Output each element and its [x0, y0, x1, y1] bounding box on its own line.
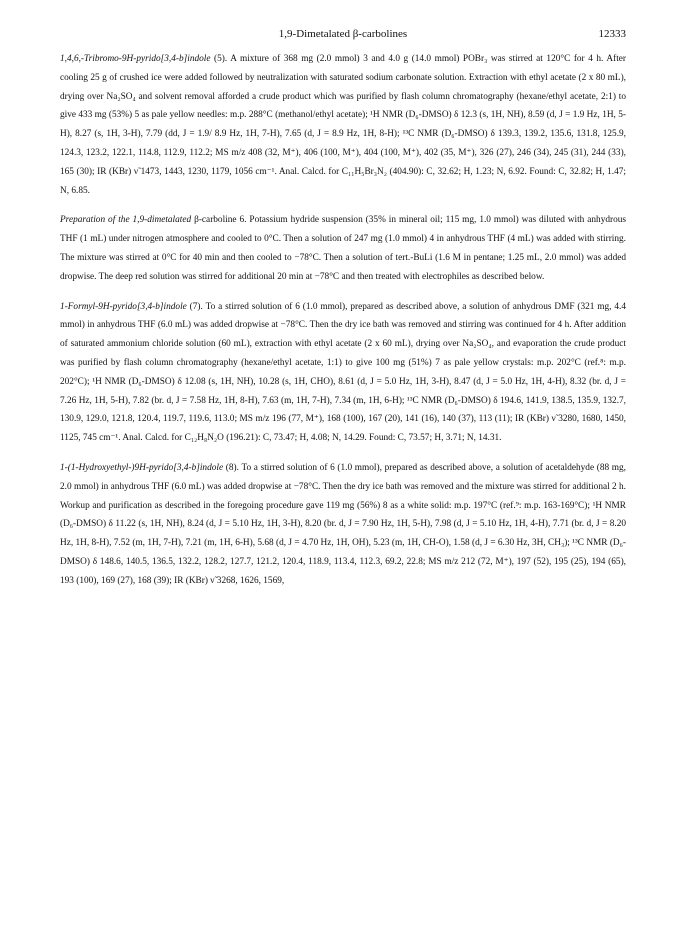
document-page [60, 28, 626, 602]
compound-label: β-carboline 6. [194, 215, 247, 226]
paragraph-heading: 1-(1-Hydroxyethyl-)9H-pyrido[3,4-b]indole [60, 462, 224, 473]
compound-label: (8). [225, 462, 239, 473]
paragraph-heading: Preparation of the 1,9-dimetalated [60, 215, 192, 226]
paragraph-text: Potassium hydride suspension (35% in mineral oil; 115 mg, 1.0 mmol) was diluted with anhydrous THF (1 mL) under nitrogen atmosphere and cooled to 0°C. Then a solution of 247 mg (1.0 mmol) 4 in anhydrous THF (4 mL) was added with stirring. The mixture was stirred at 0°C for 40 min and then cooled to −78°C. Then a solution of tert.-BuLi (1.6 M in pentane; 1.25 mL, 2.0 mmol) was added dropwise. The deep red solution was stirred for additional 20 min at −78°C and then treated with electrophiles as described below. [60, 215, 627, 282]
running-header [60, 28, 626, 50]
compound-label: (7). [189, 301, 203, 312]
paragraph-compound-7 [60, 298, 626, 448]
paragraph-compound-8 [60, 459, 626, 591]
paragraph-text: To a stirred solution of 6 (1.0 mmol), prepared as described above, a solution of anhydrous DMF (321 mg, 4.4 mmol) in anhydrous THF (6.0 mL) was added dropwise at −78°C. Then the dry ice bath was removed and stirring was continued for 4 h. After addition of saturated ammonium chloride solution (60 mL), extraction with ethyl acetate (2 x 60 mL), drying over Na₂SO₄, and evaporation the crude product was purified by flash column chromatography (hexane/ethyl acetate, 1:1) to give 100 mg (51%) 7 as pale yellow crystals: m.p. 202°C (ref.⁸: m.p. 202°C); ¹H NMR (D₆-DMSO) δ 12.08 (s, 1H, NH), 10.28 (s, 1H, CHO), 8.61 (d, J = 5.0 Hz, 1H, 3-H), 8.47 (d, J = 5.0 Hz, 1H, 4-H), 8.32 (br. d, J = 7.26 Hz, 1H, 5-H), 7.82 (br. d, J = 7.58 Hz, 1H, 8-H), 7.63 (m, 1H, 7-H), 7.34 (m, 1H, 6-H); ¹³C NMR (D₆-DMSO) δ 194.6, 141.9, 138.5, 135.9, 132.7, 130.9, 129.0, 121.8, 120.4, 119.7, 119.6, 113.0; MS m/z 196 (77, M⁺), 168 (100), 167 (20), 141 (16), 140 (37), 113 (11); IR (KBr) ν̃ 3280, 1680, 1450, 1125, 745 cm⁻¹. Anal. Calcd. for C₁₂H₈N₂O (196.21): C, 73.47; H, 4.08; N, 14.29. Found: C, 73.57; H, 3.71; N, 14.31. [60, 301, 627, 444]
paragraph-text: To a stirred solution of 6 (1.0 mmol), prepared as described above, a solution of acetaldehyde (88 mg, 2.0 mmol) in anhydrous THF (6.0 mL) was added dropwise at −78°C. Then the dry ice bath was removed and the mixture was stirred for additional 2 h. Workup and purification as described in the foregoing procedure gave 119 mg (56%) 8 as a white solid: m.p. 197°C (ref.⁹: m.p. 163-169°C); ¹H NMR (D₆-DMSO) δ 11.22 (s, 1H, NH), 8.24 (d, J = 5.10 Hz, 1H, 3-H), 8.20 (br. d, J = 7.90 Hz, 1H, 5-H), 7.98 (d, J = 5.10 Hz, 1H, 4-H), 7.71 (br. d, J = 8.20 Hz, 1H, 8-H), 7.52 (m, 1H, 7-H), 7.21 (m, 1H, 6-H), 5.68 (d, J = 4.70 Hz, 1H, OH), 5.23 (m, 1H, CH-O), 1.58 (d, J = 6.30 Hz, 3H, CH₃); ¹³C NMR (D₆-DMSO) δ 148.6, 140.5, 136.5, 132.2, 128.2, 127.7, 121.2, 120.4, 118.9, 113.4, 112.3, 69.2, 22.8; MS m/z 212 (72, M⁺), 197 (52), 195 (25), 194 (65), 193 (100), 169 (27), 168 (39); IR (KBr) ν̃ 3268, 1626, 1569, [60, 462, 627, 586]
paragraph-compound-5 [60, 50, 626, 200]
paragraph-text: A mixture of 368 mg (2.0 mmol) 3 and 4.0 g (14.0 mmol) POBr₃ was stirred at 120°C for 4 h. After cooling 25 g of crushed ice were added followed by neutralization with saturated sodium carbonate solution. Extraction with ethyl acetate (2 x 80 mL), drying over Na₂SO₄ and solvent removal afforded a crude product which was purified by flash column chromatography (hexane/ethyl acetate, 2:1) to give 433 mg (53%) 5 as pale yellow needles: m.p. 288°C (methanol/ethyl acetate); ¹H NMR (D₆-DMSO) δ 12.3 (s, 1H, NH), 8.59 (d, J = 1.9 Hz, 1H, 5-H), 8.27 (s, 1H, 3-H), 7.79 (dd, J = 1.9/ 8.9 Hz, 1H, 7-H), 7.65 (d, J = 8.9 Hz, 1H, 8-H); ¹³C NMR (D₆-DMSO) δ 139.3, 139.2, 135.6, 131.8, 125.9, 124.3, 123.2, 122.1, 114.8, 112.9, 112.2; MS m/z 408 (32, M⁺), 406 (100, M⁺), 404 (100, M⁺), 402 (35, M⁺), 326 (27), 246 (34), 245 (31), 244 (33), 165 (30); IR (KBr) ν̃ 1473, 1443, 1230, 1179, 1056 cm⁻¹. Anal. Calcd. for C₁₁H₅Br₃N₂ (404.90): C, 32.62; H, 1.23; N, 6.92. Found: C, 32.82; H, 1.47; N, 6.85. [60, 54, 626, 196]
running-title: 1,9-Dimetalated β-carbolines [278, 28, 408, 40]
paragraph-heading: 1,4,6,-Tribromo-9H-pyrido[3,4-b]indole [60, 54, 211, 64]
compound-label: (5). [214, 54, 228, 64]
paragraph-heading: 1-Formyl-9H-pyrido[3,4-b]indole [60, 301, 187, 312]
page-number: 12333 [598, 28, 626, 40]
paragraph-compound-6 [60, 211, 626, 286]
